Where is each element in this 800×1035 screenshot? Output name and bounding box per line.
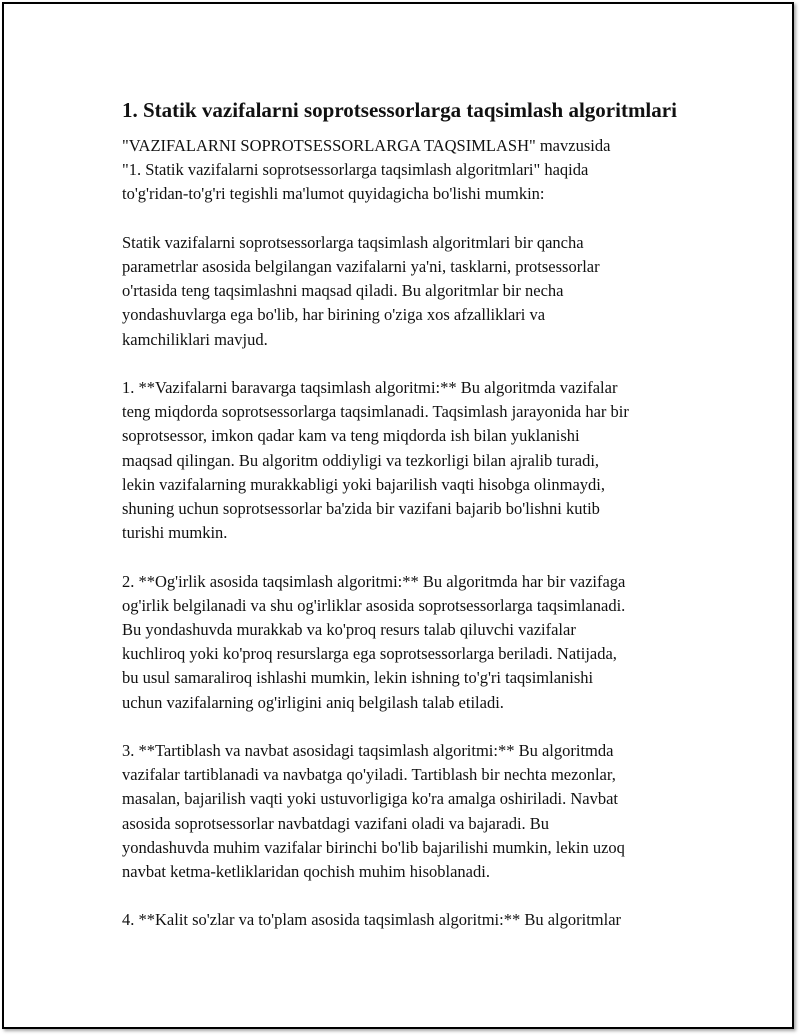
algorithm-2-paragraph: 2. **Og'irlik asosida taqsimlash algoritmi:** Bu algoritmda har bir vazifaga og'irlik belgilanadi va shu og'irliklar asosida soprotsessorlarga taqsimlanadi. Bu yondashuvda murakkab va ko'proq resurs talab qiluvchi vazifalar kuchliroq yoki ko'proq resurslarga ega soprotsessorlarga beriladi. Natijada, bu usul samaraliroq ishlashi mumkin, lekin ishning to'g'ri taqsimlanishi uchun vazifalarning og'irligini aniq belgilash talab etiladi.	[122, 571, 626, 712]
document-body	[122, 96, 702, 957]
intro-paragraph: "VAZIFALARNI SOPROTSESSORLARGA TAQSIMLASH" mavzusida "1. Statik vazifalarni soprotsessorlarga taqsimlash algoritmlari" haqida to'g'ridan-to'g'ri tegishli ma'lumot quyidagicha bo'lishi mumkin:	[122, 136, 611, 204]
algorithm-1-paragraph: 1. **Vazifalarni baravarga taqsimlash algoritmi:** Bu algoritmda vazifalar teng miqdorda soprotsessorlarga taqsimlanadi. Taqsimlash jarayonida har bir soprotsessor, imkon qadar kam va teng miqdorda ish bilan yuklanishi maqsad qilingan. Bu algoritm oddiyligi va tezkorligi bilan ajralib turadi, lekin vazifalarning murakkabligi yoki bajarilish vaqti hisobga olinmaydi, shuning uchun soprotsessorlar ba'zida bir vazifani bajarib bo'lishni kutib turishi mumkin.	[122, 378, 629, 543]
algorithm-3-paragraph: 3. **Tartiblash va navbat asosidagi taqsimlash algoritmi:** Bu algoritmda vazifalar tartiblanadi va navbatga qo'yiladi. Tartiblash bir nechta mezonlar, masalan, bajarilish vaqti yoki ustuvorligiga ko'ra amalga oshiriladi. Navbat asosida soprotsessorlar navbatdagi vazifani oladi va bajaradi. Bu yondashuvda muhim vazifalar birinchi bo'lib bajarilishi mumkin, lekin uzoq navbat ketma-ketliklaridan qochish muhim hisoblanadi.	[122, 741, 625, 882]
overview-paragraph: Statik vazifalarni soprotsessorlarga taqsimlash algoritmlari bir qancha parametrlar asosida belgilangan vazifalarni ya'ni, tasklarni, protsessorlar o'rtasida teng taqsimlashni maqsad qiladi. Bu algoritmlar bir necha yondashuvlarga ega bo'lib, har birining o'ziga xos afzalliklari va kamchiliklari mavjud.	[122, 232, 600, 349]
document-title: 1. Statik vazifalarni soprotsessorlarga taqsimlash algoritmlari	[122, 98, 677, 122]
algorithm-4-paragraph: 4. **Kalit so'zlar va to'plam asosida taqsimlash algoritmi:** Bu algoritmlar	[122, 910, 622, 930]
document-page	[2, 2, 794, 1029]
